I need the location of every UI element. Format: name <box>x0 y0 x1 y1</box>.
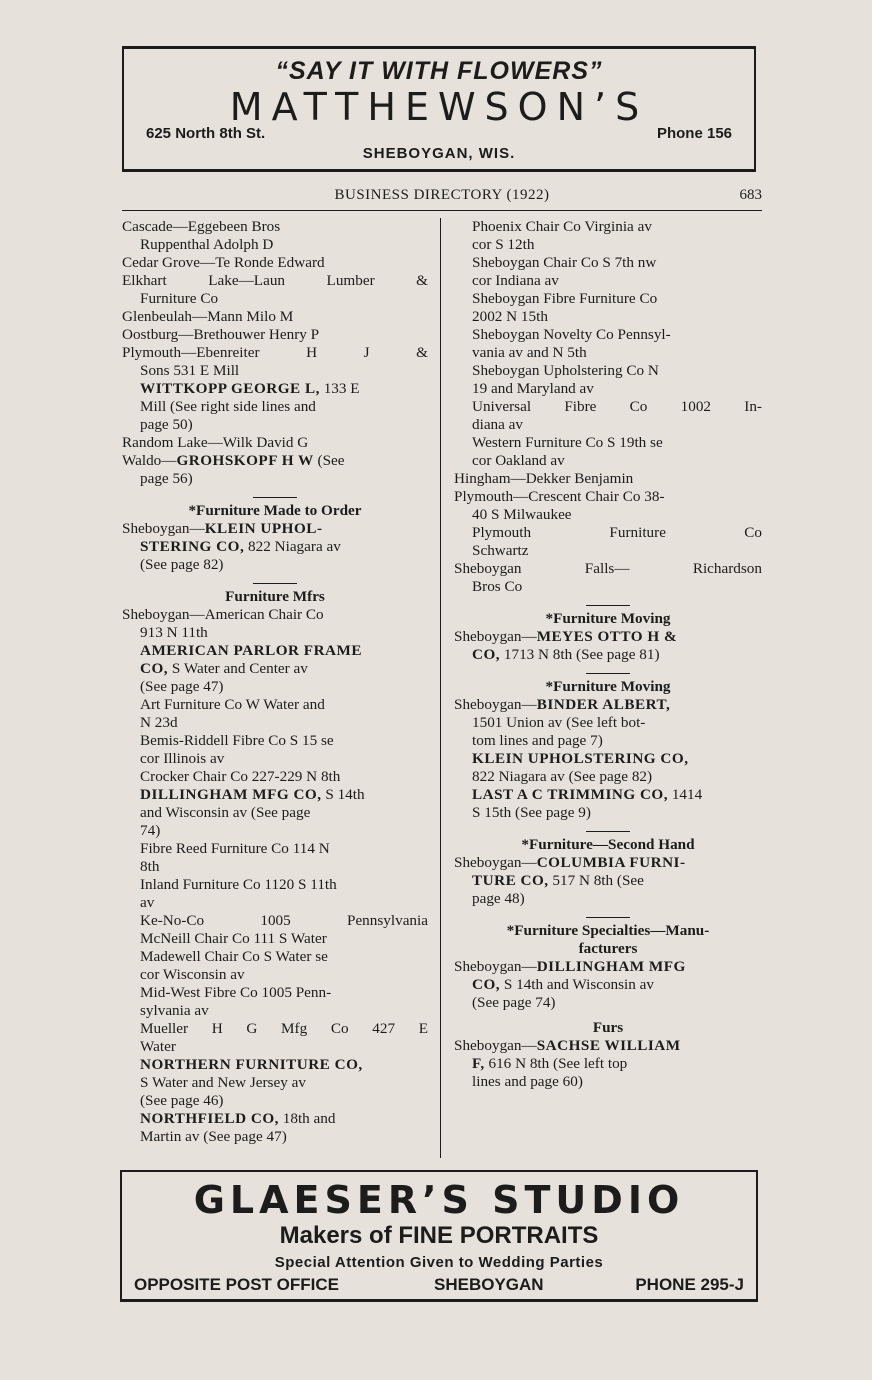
listing-line <box>122 380 428 398</box>
firm-name: GROHSKOPF H W <box>176 452 314 469</box>
listing-text: 1713 N 8th (See page 81) <box>500 646 660 663</box>
page-header <box>122 187 762 207</box>
listing-line: Mill (See right side lines and <box>140 398 316 415</box>
listing-line: Phoenix Chair Co Virginia av <box>472 218 652 235</box>
listing-line: Sheboygan Novelty Co Pennsyl- <box>472 326 671 343</box>
listing-line: Art Furniture Co W Water and <box>140 696 325 713</box>
listing-line: Plymouth—Crescent Chair Co 38- <box>454 488 665 505</box>
ad-phone: PHONE 295-J <box>635 1275 744 1294</box>
listing-line: cor Indiana av <box>472 272 559 289</box>
listing-line <box>122 1110 428 1128</box>
listing-line: 822 Niagara av (See page 82) <box>472 768 653 785</box>
listing-line: Oostburg—Brethouwer Henry P <box>122 326 320 343</box>
section-heading: *Furniture Made to Order <box>188 502 362 519</box>
listing-text: Sheboygan— <box>454 958 537 975</box>
section-heading: Furniture Mfrs <box>225 588 325 605</box>
listing-text: Waldo— <box>122 452 177 469</box>
ad-city: SHEBOYGAN <box>434 1275 544 1294</box>
firm-name: COLUMBIA FURNI- <box>536 854 686 871</box>
listing-line: page 56) <box>140 470 193 487</box>
listing-line: Bros Co <box>472 578 523 595</box>
firm-name: CO, <box>140 660 169 677</box>
header-rule <box>122 210 762 211</box>
listing-line <box>122 538 428 556</box>
listing-text: Sheboygan— <box>454 628 537 645</box>
firm-name: SACHSE WILLIAM <box>536 1037 681 1054</box>
listing-line <box>454 1037 762 1055</box>
ad-address: 625 North 8th St. <box>146 125 266 142</box>
listing-line: Universal Fibre Co 1002 In- <box>472 398 762 415</box>
section-heading: *Furniture Moving <box>545 678 671 695</box>
listing-line: Elkhart Lake—Laun Lumber & <box>122 272 428 289</box>
listing-line: page 50) <box>140 416 193 433</box>
listing-line: Cedar Grove—Te Ronde Edward <box>122 254 325 271</box>
section-separator <box>586 831 630 832</box>
listing-line: Fibre Reed Furniture Co 114 N <box>140 840 330 857</box>
section-heading: *Furniture—Second Hand <box>521 836 695 853</box>
listing-line: Sheboygan Chair Co S 7th nw <box>472 254 657 271</box>
listing-line: Glenbeulah—Mann Milo M <box>122 308 294 325</box>
listing-line: diana av <box>472 416 524 433</box>
listing-text: S Water and Center av <box>168 660 308 677</box>
spacer <box>454 1012 762 1019</box>
ad-slogan: “SAY IT WITH FLOWERS” <box>275 57 603 85</box>
listing-text: S 14th and Wisconsin av <box>500 976 655 993</box>
listing-line: tom lines and page 7) <box>472 732 603 749</box>
listing-line: 1501 Union av (See left bot- <box>472 714 646 731</box>
listing-line: 8th <box>140 858 160 875</box>
listing-line: Schwartz <box>472 542 529 559</box>
listing-line: N 23d <box>140 714 178 731</box>
listing-line: 913 N 11th <box>140 624 208 641</box>
listing-line <box>454 872 762 890</box>
ad-location: OPPOSITE POST OFFICE <box>134 1275 339 1294</box>
listing-line: Mid-West Fibre Co 1005 Penn- <box>140 984 332 1001</box>
listing-line <box>122 452 428 470</box>
firm-name: WITTKOPP GEORGE L, <box>140 380 320 397</box>
listing-line: cor Oakland av <box>472 452 565 469</box>
listing-line <box>122 520 428 538</box>
listing-line: Sons 531 E Mill <box>140 362 240 379</box>
glaesers-studio-ad <box>120 1170 758 1302</box>
listing-line: 2002 N 15th <box>472 308 548 325</box>
listing-line: vania av and N 5th <box>472 344 587 361</box>
section-separator <box>586 917 630 918</box>
listing-line <box>122 660 428 678</box>
firm-name: TURE CO, <box>472 872 549 889</box>
page-title: BUSINESS DIRECTORY (1922) <box>334 187 550 203</box>
listing-line: Madewell Chair Co S Water se <box>140 948 328 965</box>
listing-line: Crocker Chair Co 227-229 N 8th <box>140 768 341 785</box>
listing-line: Ke-No-Co 1005 Pennsylvania <box>140 912 428 929</box>
listing-line <box>454 976 762 994</box>
firm-name: F, <box>472 1055 485 1072</box>
listing-line: lines and page 60) <box>472 1073 583 1090</box>
listing-line: Plymouth Furniture Co <box>472 524 762 541</box>
listing-line: Random Lake—Wilk David G <box>122 434 309 451</box>
firm-name: LAST A C TRIMMING CO, <box>472 786 669 803</box>
section-heading: *Furniture Specialties—Manu- <box>506 922 710 939</box>
section-separator <box>586 673 630 674</box>
firm-name: CO, <box>472 646 501 663</box>
firm-name: NORTHFIELD CO, <box>140 1110 279 1127</box>
section-heading: *Furniture Moving <box>545 610 671 627</box>
listing-line: (See page 74) <box>472 994 556 1011</box>
listing-line: (See page 47) <box>140 678 224 695</box>
firm-name: DILLINGHAM MFG <box>536 958 686 975</box>
listing-line: NORTHERN FURNITURE CO, <box>140 1056 363 1073</box>
firm-name: KLEIN UPHOL- <box>204 520 323 537</box>
listing-line: page 48) <box>472 890 525 907</box>
section-heading: Furs <box>592 1019 624 1036</box>
listing-line: cor Wisconsin av <box>140 966 245 983</box>
listing-line: Cascade—Eggebeen Bros <box>122 218 281 235</box>
listing-line: sylvania av <box>140 1002 209 1019</box>
firm-name: DILLINGHAM MFG CO, <box>140 786 322 803</box>
listing-line: Water <box>140 1038 176 1055</box>
listing-text: Sheboygan— <box>454 696 537 713</box>
left-column <box>122 218 428 1146</box>
ad-studio-name: GLAESER’S STUDIO <box>193 1178 685 1222</box>
ad-firm-name: MATTHEWSON’S <box>229 85 649 129</box>
listing-text: 616 N 8th (See left top <box>484 1055 628 1072</box>
listing-line: Plymouth—Ebenreiter H J & <box>122 344 428 361</box>
listing-text: Sheboygan— <box>122 520 205 537</box>
listing-line: Martin av (See page 47) <box>140 1128 287 1145</box>
listing-line: KLEIN UPHOLSTERING CO, <box>472 750 689 767</box>
listing-text: 517 N 8th (See <box>548 872 644 889</box>
ad-city: SHEBOYGAN, WIS. <box>362 145 516 162</box>
ad-phone: Phone 156 <box>656 125 732 142</box>
listing-line: McNeill Chair Co 111 S Water <box>140 930 327 947</box>
listing-line: cor Illinois av <box>140 750 225 767</box>
listing-line: S 15th (See page 9) <box>472 804 591 821</box>
listing-line <box>454 696 762 714</box>
listing-line: Western Furniture Co S 19th se <box>472 434 663 451</box>
listing-line: AMERICAN PARLOR FRAME <box>140 642 362 659</box>
listing-text: Sheboygan— <box>454 1037 537 1054</box>
page-number: 683 <box>739 187 762 203</box>
listing-line <box>122 786 428 804</box>
listing-text: 133 E <box>319 380 360 397</box>
listing-line <box>454 1055 762 1073</box>
column-divider <box>440 218 441 1158</box>
section-separator <box>253 583 297 584</box>
listing-line: Sheboygan Upholstering Co N <box>472 362 659 379</box>
listing-text: 1414 <box>668 786 703 803</box>
section-separator <box>586 605 630 606</box>
listing-line: S Water and New Jersey av <box>140 1074 306 1091</box>
listing-line: (See page 46) <box>140 1092 224 1109</box>
listing-text: (See <box>313 452 345 469</box>
listing-line: Mueller H G Mfg Co 427 E <box>140 1020 428 1037</box>
listing-line: Sheboygan Fibre Furniture Co <box>472 290 658 307</box>
listing-line: Ruppenthal Adolph D <box>140 236 274 253</box>
listing-line: av <box>140 894 155 911</box>
listing-line: 74) <box>140 822 161 839</box>
right-column <box>454 218 762 1091</box>
listing-text: Sheboygan— <box>454 854 537 871</box>
listing-line: (See page 82) <box>140 556 224 573</box>
listing-line <box>454 628 762 646</box>
firm-name: MEYES OTTO H & <box>536 628 678 645</box>
firm-name: STERING CO, <box>140 538 245 555</box>
listing-text: 18th and <box>278 1110 336 1127</box>
listing-line: and Wisconsin av (See page <box>140 804 311 821</box>
listing-line <box>454 646 762 664</box>
listing-line: 19 and Maryland av <box>472 380 594 397</box>
listing-line <box>454 786 762 804</box>
section-separator <box>253 497 297 498</box>
listing-line: Inland Furniture Co 1120 S 11th <box>140 876 337 893</box>
firm-name: CO, <box>472 976 501 993</box>
listing-line: cor S 12th <box>472 236 535 253</box>
listing-line: Furniture Co <box>140 290 219 307</box>
ad-tagline: Makers of FINE PORTRAITS <box>279 1222 599 1249</box>
listing-line: Sheboygan—American Chair Co <box>122 606 324 623</box>
listing-line: Sheboygan Falls— Richardson <box>454 560 762 577</box>
matthewsons-ad <box>122 46 756 172</box>
ad-special: Special Attention Given to Wedding Parties <box>274 1254 604 1271</box>
listing-text: 822 Niagara av <box>244 538 341 555</box>
listing-line: Bemis-Riddell Fibre Co S 15 se <box>140 732 334 749</box>
section-heading: facturers <box>578 940 638 957</box>
firm-name: BINDER ALBERT, <box>536 696 671 713</box>
listing-text: S 14th <box>321 786 365 803</box>
listing-line <box>454 854 762 872</box>
listing-line: Hingham—Dekker Benjamin <box>454 470 634 487</box>
listing-line <box>454 958 762 976</box>
listing-line: 40 S Milwaukee <box>472 506 572 523</box>
